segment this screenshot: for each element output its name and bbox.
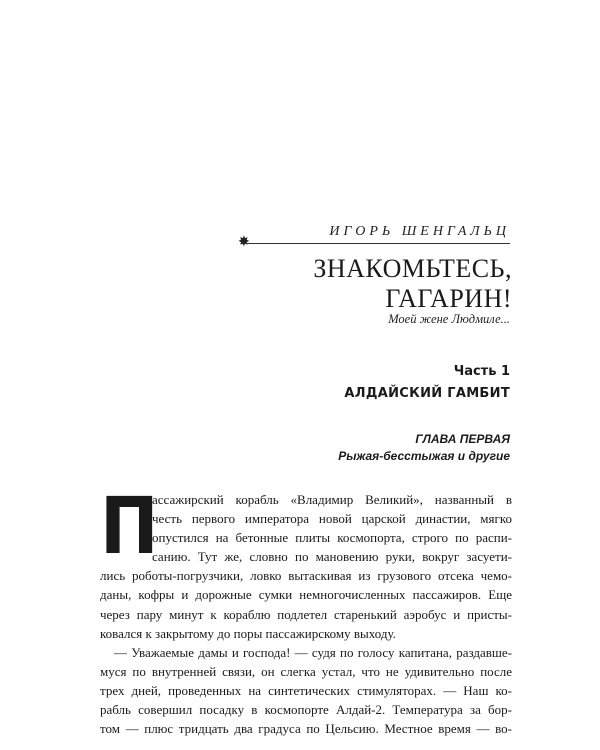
text-line: честь первого императора новой царской династии, мягко bbox=[152, 511, 512, 527]
text-line: — Уважаемые дамы и господа! — судя по голосу капитана, раздавше- bbox=[114, 644, 512, 660]
text-line: через пару минут к кораблю подлетел старенький аэробус и присты- bbox=[100, 606, 512, 622]
dedication: Моей жене Людмиле... bbox=[388, 312, 510, 326]
ornament-star-icon: ✸ bbox=[238, 234, 250, 250]
book-title: ЗНАКОМЬТЕСЬ, ГАГАРИН! bbox=[313, 254, 512, 313]
text-line: даны, кофры и дорожные сумки немногочисленных пассажиров. Еще bbox=[100, 587, 512, 603]
text-line: рабль совершил посадку в космопорте Алдай-2. Температура за бор- bbox=[100, 702, 512, 718]
drop-cap: П bbox=[100, 480, 159, 573]
text-line: том — плюс тридцать два градуса по Цельсию. Местное время — во- bbox=[100, 721, 512, 737]
text-line: санию. Тут же, словно по мановению руки, вокруг засуети- bbox=[152, 549, 512, 565]
chapter-title: Рыжая-бесстыжая и другие bbox=[338, 449, 510, 463]
text-line: опустился на бетонные плиты космопорта, строго по распи- bbox=[152, 530, 512, 546]
text-line: ковался к закрытому до поры пассажирскому выходу. bbox=[100, 625, 396, 641]
text-line: ассажирский корабль «Владимир Великий», названный в bbox=[152, 492, 512, 507]
part-label: Часть 1 bbox=[453, 364, 510, 379]
author-name: ИГОРЬ ШЕНГАЛЬЦ bbox=[329, 224, 510, 239]
chapter-label: ГЛАВА ПЕРВАЯ bbox=[415, 432, 510, 446]
part-title: АЛДАЙСКИЙ ГАМБИТ bbox=[344, 386, 510, 401]
drop-cap-paragraph bbox=[152, 490, 512, 566]
text-line: муся по внутренней связи, он слегка устал, что не удивительно после bbox=[100, 663, 512, 679]
text-line: лись роботы-погрузчики, ловко вытаскивая из грузового отсека чемо- bbox=[100, 568, 512, 584]
header-rule bbox=[246, 243, 510, 244]
body-text bbox=[100, 566, 512, 738]
text-line: трех дней, проведенных на синтетических стимуляторах. — Наш ко- bbox=[100, 682, 512, 698]
